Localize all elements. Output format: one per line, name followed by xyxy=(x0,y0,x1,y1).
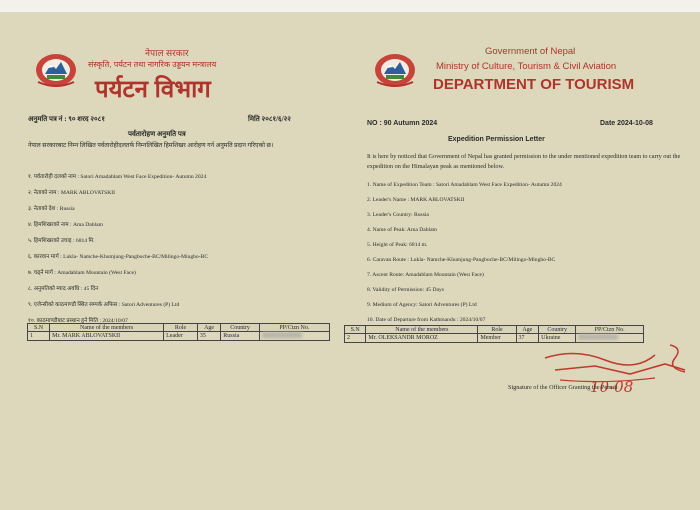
table-header-row xyxy=(345,326,644,334)
cell-sn: 1 xyxy=(28,332,50,341)
nepali-item: ७. चढ्ने मार्ग : Amadablam Mountain (West Face) xyxy=(28,270,136,276)
nepali-intro: नेपाल सरकारबाट निम्न लिखित पर्वतारोहीदलतर्फ निम्नलिखित हिमशिखर आरोहण गर्न अनुमति प्रदान गरिएको छ। xyxy=(28,142,274,149)
cell-country: Ukraine xyxy=(539,334,576,343)
nepali-item: १. पर्वतारोही दलको नाम : Satori Amadablam West Face Expedition- Autumn 2024 xyxy=(28,174,207,180)
nepali-item: ६. कारवान मार्ग : Lukla- Namche-Khumjung-Pangboche-BC/Milingo-Mingbo-BC xyxy=(28,254,209,260)
col-name: Name of the members xyxy=(366,326,478,334)
nepali-item: १०. काठमाण्डौबाट प्रस्थान हुने मिति : 2024/10/07 xyxy=(28,318,128,324)
english-section xyxy=(347,12,700,510)
english-department-title: DEPARTMENT OF TOURISM xyxy=(433,76,635,93)
col-pp: PP/Ctzn No. xyxy=(576,326,644,334)
top-margin xyxy=(0,0,700,12)
english-gov-title: Government of Nepal xyxy=(485,46,576,57)
english-intro: It is here by noticed that Government of Nepal has granted permission to the under mentioned expedition team to carry out the expedition on the Himalayan peak as mentioned below. xyxy=(367,153,681,170)
nepali-item: २. नेताको नाम : MARK ABLOVATSKII xyxy=(28,190,115,196)
english-item: 9. Medium of Agency: Satori Adventures (P) Ltd xyxy=(367,302,477,308)
nepali-date: मिति २०८१/६/२२ xyxy=(248,115,291,123)
nepal-emblem-icon xyxy=(372,50,418,88)
col-sn: S.N xyxy=(345,326,366,334)
english-item: 5. Height of Peak: 6814 m. xyxy=(367,242,428,248)
english-item: 3. Leader's Country: Russia xyxy=(367,212,429,218)
nepal-emblem-icon xyxy=(33,50,79,88)
nepali-item: ८. अनुमतिको म्याद अवधि : 45 दिन xyxy=(28,286,99,292)
nepali-letter-title: पर्वतारोहण अनुमति पत्र xyxy=(128,130,186,138)
permit-document xyxy=(0,12,700,510)
english-item: 2. Leader's Name : MARK ABLOVATSKII xyxy=(367,197,465,203)
cell-name: Mr. OLEKSANDR MOROZ xyxy=(366,334,478,343)
col-age: Age xyxy=(516,326,539,334)
english-item: 4. Name of Peak: Ama Dablam xyxy=(367,227,437,233)
nepali-item: ४. हिमशिखरको नाम : Ama Dablam xyxy=(28,222,103,228)
table-header-row xyxy=(28,324,330,332)
english-permit-number: NO : 90 Autumn 2024 xyxy=(367,120,438,127)
col-pp: PP/Ctzn No. xyxy=(259,324,329,332)
col-name: Name of the members xyxy=(50,324,164,332)
english-item: 1. Name of Expedition Team : Satori Amadablam West Face Expedition- Autumn 2024 xyxy=(367,182,562,188)
nepali-department-title: पर्यटन विभाग xyxy=(95,76,211,103)
nepali-item: ९. एजेन्सीको काठमाण्डौ स्थित सम्पर्क अफिस : Satori Adventures (P) Ltd xyxy=(28,302,180,308)
nepali-members-table xyxy=(27,323,330,341)
english-item: 7. Ascent Route: Amadablam Mountain (West Face) xyxy=(367,272,484,278)
cell-name: Mr. MARK ABLOVATSKII xyxy=(50,332,164,341)
cell-age: 35 xyxy=(197,332,220,341)
col-sn: S.N xyxy=(28,324,50,332)
col-country: Country xyxy=(221,324,259,332)
cell-role: Leader xyxy=(164,332,198,341)
english-item: 8. Validity of Permission: 45 Days xyxy=(367,287,444,293)
signature-label: Signature of the Officer Granting the Permit xyxy=(508,384,618,391)
nepali-gov-title: नेपाल सरकार xyxy=(145,48,189,58)
col-role: Role xyxy=(164,324,198,332)
english-item: 10. Date of Departure from Kathmandu : 2024/10/07 xyxy=(367,317,486,323)
nepali-item: ५. हिमशिखरको उचाइ : 6814 मि. xyxy=(28,238,95,244)
table-row xyxy=(28,332,330,341)
english-date: Date 2024-10-08 xyxy=(600,120,653,127)
cell-passport-redacted xyxy=(259,332,329,341)
english-letter-title: Expedition Permission Letter xyxy=(448,136,545,143)
nepali-permit-number: अनुमति पत्र नं : ९० शरद २०८१ xyxy=(28,115,105,123)
nepali-item: ३. नेताको देश : Russia xyxy=(28,206,75,212)
nepali-section xyxy=(0,12,350,510)
col-country: Country xyxy=(539,326,576,334)
cell-sn: 2 xyxy=(345,334,366,343)
cell-age: 37 xyxy=(516,334,539,343)
cell-role: Member xyxy=(478,334,516,343)
english-item: 6. Caravan Route : Lukla- Namche-Khumjung-Pangboche-BC/Milingo-Mingbo-BC xyxy=(367,257,556,263)
col-role: Role xyxy=(478,326,516,334)
nepali-ministry-title: संस्कृति, पर्यटन तथा नागरिक उड्डयन मन्त्रालय xyxy=(88,60,217,69)
signature-scribble xyxy=(535,340,695,410)
english-ministry-title: Ministry of Culture, Tourism & Civil Aviation xyxy=(436,61,617,72)
cell-country: Russia xyxy=(221,332,259,341)
col-age: Age xyxy=(197,324,220,332)
handwritten-date: 10-08 xyxy=(590,378,634,396)
